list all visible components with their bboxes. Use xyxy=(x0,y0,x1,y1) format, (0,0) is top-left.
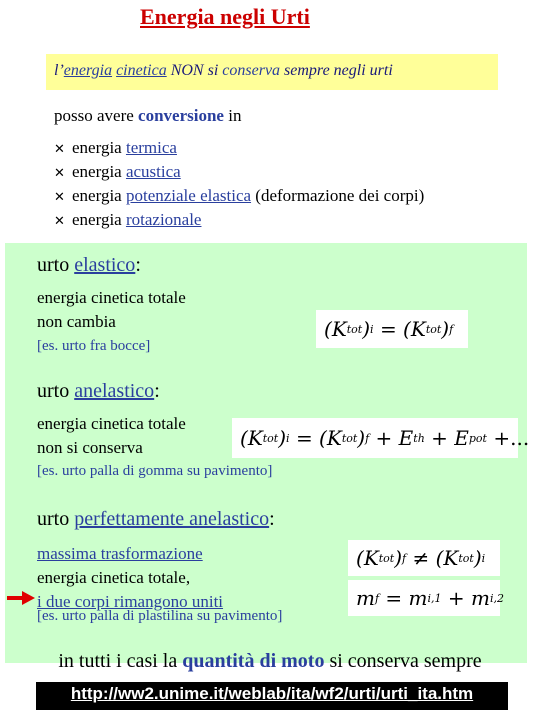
perfect-link[interactable]: perfettamente anelastico xyxy=(74,508,270,530)
perfect-heading: urto perfettamente anelastico: xyxy=(37,508,275,530)
term-link[interactable]: rotazionale xyxy=(125,210,202,229)
cross-icon: ✕ xyxy=(54,142,65,157)
elastic-formula: ( K tot ) i = ( K tot ) f xyxy=(316,310,468,348)
term-link[interactable]: potenziale elastica xyxy=(125,186,252,205)
cross-icon: ✕ xyxy=(54,214,65,229)
elastic-link[interactable]: elastico xyxy=(74,254,136,276)
term-link[interactable]: termica xyxy=(125,138,177,157)
list-item: ✕ energia potenziale elastica (deformazione dei corpi) xyxy=(54,186,425,205)
cross-icon: ✕ xyxy=(54,190,65,205)
cross-icon: ✕ xyxy=(54,166,65,181)
intro-term-energia: energia xyxy=(63,62,113,79)
momentum-term: quantità di moto xyxy=(182,650,325,672)
intro-term-cinetica: cinetica xyxy=(116,62,167,79)
elastic-heading: urto elastico: xyxy=(37,254,141,276)
list-item: ✕ energia acustica xyxy=(54,162,181,181)
perfect-formula-1: ( K tot ) f ≠ ( K tot ) i xyxy=(348,540,500,576)
source-link[interactable]: http://ww2.unime.it/weblab/ita/wf2/urti/urti_ita.htm xyxy=(70,684,474,703)
inelastic-formula: ( K tot ) i = ( K tot ) f + E th + E pot +... xyxy=(232,418,518,458)
conversion-line: posso avere conversione in xyxy=(54,106,242,125)
list-item: ✕ energia rotazionale xyxy=(54,210,202,229)
arrow-right-icon xyxy=(6,590,36,606)
inelastic-desc: energia cinetica totale non si conserva xyxy=(37,414,186,457)
page-title: Energia negli Urti xyxy=(140,4,310,29)
perfect-example: [es. urto palla di plastilina su pavimento] xyxy=(37,608,283,624)
list-item: ✕ energia termica xyxy=(54,138,177,157)
elastic-example: [es. urto fra bocce] xyxy=(37,338,151,354)
inelastic-link[interactable]: anelastico xyxy=(74,380,155,402)
perfect-desc: massima trasformazione energia cinetica totale, i due corpi rimangono uniti xyxy=(37,544,224,611)
inelastic-example: [es. urto palla di gomma su pavimento] xyxy=(37,463,273,479)
conversion-word: conversione xyxy=(138,106,224,125)
perfect-formula-2: m f = m i,1 + m i,2 xyxy=(348,580,500,616)
term-link[interactable]: acustica xyxy=(125,162,181,181)
inelastic-heading: urto anelastico: xyxy=(37,380,160,402)
elastic-desc: energia cinetica totale non cambia xyxy=(37,288,186,331)
intro-text: l’energia cinetica NON si conserva sempre negli urti xyxy=(54,62,393,79)
momentum-statement: in tutti i casi la quantità di moto si conserva sempre xyxy=(58,650,482,672)
